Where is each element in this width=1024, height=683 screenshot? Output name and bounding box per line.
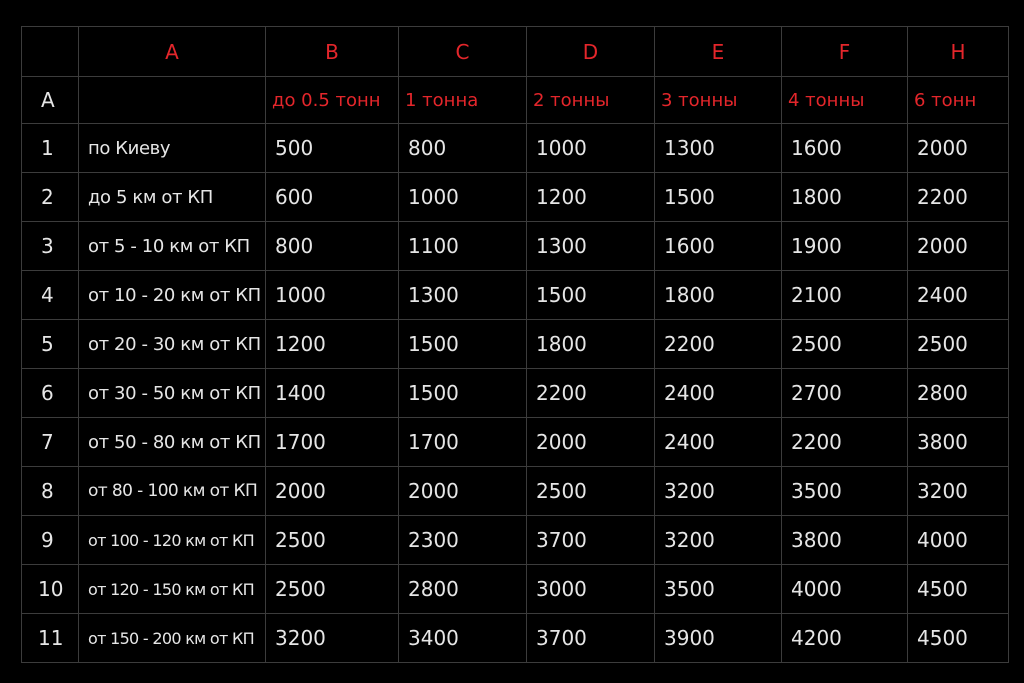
- zone-cell: от 100 - 120 км от КП: [79, 516, 266, 565]
- price-cell: 2200: [527, 369, 655, 418]
- zone-cell: от 50 - 80 км от КП: [79, 418, 266, 467]
- price-cell: 1500: [399, 320, 527, 369]
- row-number: 5: [22, 320, 79, 369]
- weight-header: до 0.5 тонн: [266, 77, 399, 124]
- price-cell: 2000: [527, 418, 655, 467]
- price-cell: 2700: [782, 369, 908, 418]
- zone-cell: от 5 - 10 км от КП: [79, 222, 266, 271]
- column-header-h: H: [908, 27, 1009, 77]
- zone-cell: по Киеву: [79, 124, 266, 173]
- price-table: [21, 26, 1009, 663]
- table-row: [22, 565, 1009, 614]
- price-cell: 3200: [655, 516, 782, 565]
- price-cell: 3700: [527, 614, 655, 663]
- row-number: 9: [22, 516, 79, 565]
- price-cell: 2400: [908, 271, 1009, 320]
- column-header-row: [22, 27, 1009, 77]
- price-cell: 1000: [266, 271, 399, 320]
- price-cell: 3000: [527, 565, 655, 614]
- zone-cell: от 30 - 50 км от КП: [79, 369, 266, 418]
- table-row: [22, 614, 1009, 663]
- price-cell: 2000: [908, 222, 1009, 271]
- price-cell: 1500: [399, 369, 527, 418]
- table-row: [22, 418, 1009, 467]
- price-cell: 1600: [782, 124, 908, 173]
- price-cell: 2800: [399, 565, 527, 614]
- price-cell: 1400: [266, 369, 399, 418]
- price-cell: 2300: [399, 516, 527, 565]
- price-cell: 1200: [266, 320, 399, 369]
- price-table-container: [21, 26, 1008, 663]
- price-cell: 2100: [782, 271, 908, 320]
- price-cell: 1500: [655, 173, 782, 222]
- column-header-c: C: [399, 27, 527, 77]
- zone-header-cell: [79, 77, 266, 124]
- price-cell: 3500: [655, 565, 782, 614]
- corner-cell: [22, 27, 79, 77]
- price-cell: 1100: [399, 222, 527, 271]
- price-cell: 1300: [527, 222, 655, 271]
- price-cell: 2200: [908, 173, 1009, 222]
- zone-cell: от 20 - 30 км от КП: [79, 320, 266, 369]
- price-cell: 800: [399, 124, 527, 173]
- price-cell: 2000: [908, 124, 1009, 173]
- row-number: 10: [22, 565, 79, 614]
- row-number: 4: [22, 271, 79, 320]
- price-cell: 1800: [527, 320, 655, 369]
- price-cell: 1200: [527, 173, 655, 222]
- price-cell: 4000: [782, 565, 908, 614]
- weight-header: 3 тонны: [655, 77, 782, 124]
- price-cell: 1300: [655, 124, 782, 173]
- table-row: [22, 173, 1009, 222]
- weight-header: 4 тонны: [782, 77, 908, 124]
- row-number: 7: [22, 418, 79, 467]
- price-cell: 1800: [655, 271, 782, 320]
- table-row: [22, 369, 1009, 418]
- table-row: [22, 467, 1009, 516]
- price-cell: 3700: [527, 516, 655, 565]
- zone-cell: от 10 - 20 км от КП: [79, 271, 266, 320]
- price-cell: 1700: [266, 418, 399, 467]
- price-cell: 2800: [908, 369, 1009, 418]
- column-header-e: E: [655, 27, 782, 77]
- price-cell: 1600: [655, 222, 782, 271]
- price-cell: 1700: [399, 418, 527, 467]
- price-cell: 1500: [527, 271, 655, 320]
- price-cell: 1000: [399, 173, 527, 222]
- column-header-f: F: [782, 27, 908, 77]
- price-cell: 3200: [908, 467, 1009, 516]
- row-number: 8: [22, 467, 79, 516]
- weight-header: 6 тонн: [908, 77, 1009, 124]
- column-header-a: A: [79, 27, 266, 77]
- price-cell: 2500: [266, 565, 399, 614]
- price-cell: 4500: [908, 614, 1009, 663]
- price-cell: 3200: [266, 614, 399, 663]
- weight-header-row: [22, 77, 1009, 124]
- price-cell: 2500: [782, 320, 908, 369]
- zone-cell: от 120 - 150 км от КП: [79, 565, 266, 614]
- price-cell: 3400: [399, 614, 527, 663]
- price-cell: 1800: [782, 173, 908, 222]
- row-number: 3: [22, 222, 79, 271]
- table-row: [22, 124, 1009, 173]
- column-header-d: D: [527, 27, 655, 77]
- price-cell: 2200: [782, 418, 908, 467]
- row-number: 11: [22, 614, 79, 663]
- price-cell: 3800: [908, 418, 1009, 467]
- price-cell: 800: [266, 222, 399, 271]
- price-cell: 2400: [655, 418, 782, 467]
- price-cell: 2400: [655, 369, 782, 418]
- table-row: [22, 516, 1009, 565]
- table-row: [22, 271, 1009, 320]
- price-cell: 2000: [399, 467, 527, 516]
- row-label: A: [22, 77, 79, 124]
- price-cell: 3900: [655, 614, 782, 663]
- table-row: [22, 222, 1009, 271]
- column-header-b: B: [266, 27, 399, 77]
- table-row: [22, 320, 1009, 369]
- row-number: 6: [22, 369, 79, 418]
- price-cell: 3500: [782, 467, 908, 516]
- price-cell: 1000: [527, 124, 655, 173]
- zone-cell: от 150 - 200 км от КП: [79, 614, 266, 663]
- price-cell: 2500: [266, 516, 399, 565]
- price-cell: 3800: [782, 516, 908, 565]
- price-cell: 4200: [782, 614, 908, 663]
- price-cell: 1900: [782, 222, 908, 271]
- row-number: 2: [22, 173, 79, 222]
- zone-cell: от 80 - 100 км от КП: [79, 467, 266, 516]
- price-cell: 2000: [266, 467, 399, 516]
- weight-header: 2 тонны: [527, 77, 655, 124]
- price-cell: 2500: [908, 320, 1009, 369]
- price-cell: 600: [266, 173, 399, 222]
- price-cell: 2500: [527, 467, 655, 516]
- price-cell: 2200: [655, 320, 782, 369]
- price-cell: 3200: [655, 467, 782, 516]
- price-cell: 500: [266, 124, 399, 173]
- zone-cell: до 5 км от КП: [79, 173, 266, 222]
- weight-header: 1 тонна: [399, 77, 527, 124]
- price-cell: 4500: [908, 565, 1009, 614]
- price-cell: 1300: [399, 271, 527, 320]
- row-number: 1: [22, 124, 79, 173]
- price-cell: 4000: [908, 516, 1009, 565]
